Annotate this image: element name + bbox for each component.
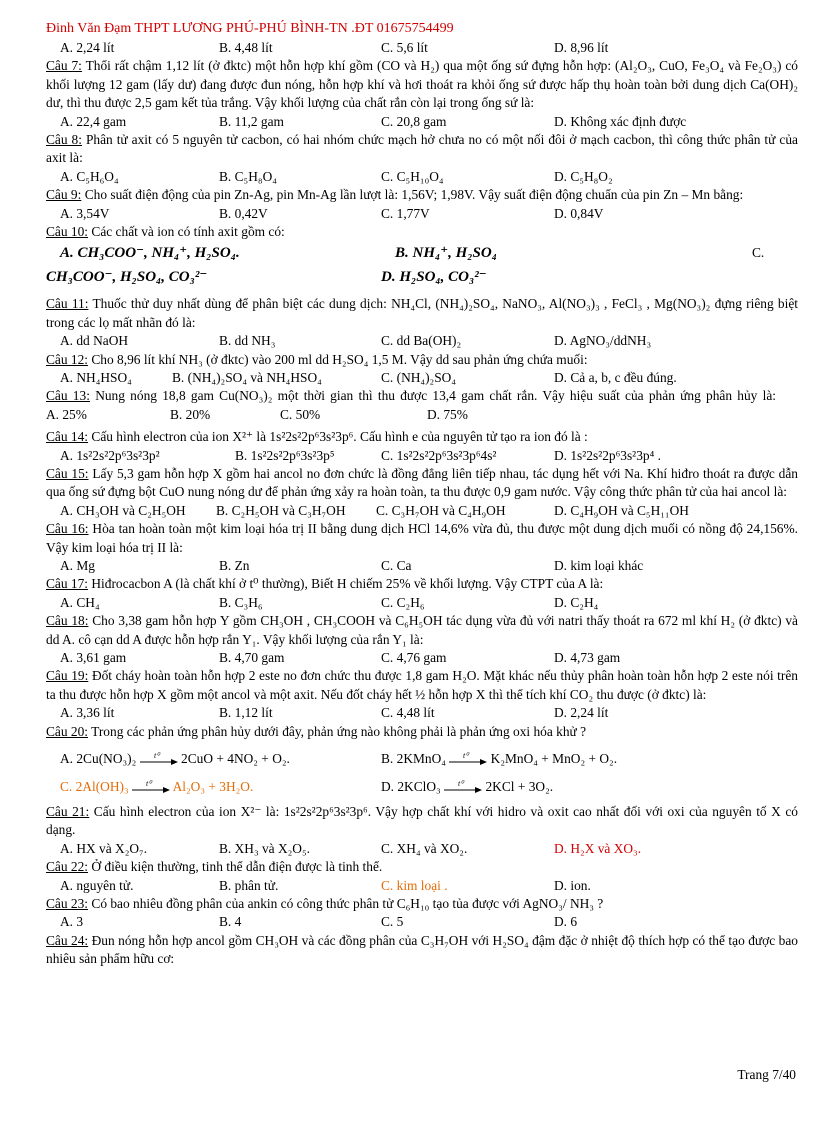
q7-number: Câu 7: <box>46 58 82 74</box>
q9-number: Câu 9: <box>46 187 82 203</box>
q17-stem: Hiđrocacbon A (là chất khí ở t⁰ thường), Biết H chiếm 25% về khối lượng. Vậy CTPT của A là: <box>91 576 604 592</box>
q13-opt-c: C. 50% <box>280 406 321 422</box>
q7-opt-b: B. 11,2 gam <box>219 113 284 129</box>
q6-opt-c: C. 5,6 lít <box>381 40 428 55</box>
q23-opt-b: B. 4 <box>219 914 242 930</box>
q19-number: Câu 19: <box>46 668 89 684</box>
q20-opt-a-rhs: 2CuO + 4NO₂ + O₂. <box>181 751 290 767</box>
q14-opt-d: D. 1s²2s²2p⁶3s²3p⁴ . <box>554 447 661 463</box>
q8-opt-b: B. C₅H₈O₄ <box>219 168 277 184</box>
arrow-label: t⁰ <box>153 752 160 761</box>
q6-opt-b: B. 4,48 lít <box>219 40 273 55</box>
q17-opt-d: D. C₂H₄ <box>554 594 599 610</box>
q13-opt-b: B. 20% <box>170 406 211 422</box>
q24-number: Câu 24: <box>46 932 89 948</box>
q7-stem: Thổi rất chậm 1,12 lít (ở đktc) một hỗn hợp khí gồm (CO và H₂) qua một ống sứ đựng hỗn hợp: (Al₂O₃, CuO, Fe₃O₄ và Fe₂O₃) có khối lượng 12 gam (lấy dư) đang được đun nóng, hỗn hợp khí và hơi thoát ra khỏi ống sứ được hấp thụ hoàn toàn bởi dung dịch Ca(OH)₂ dư, thì thu được 2,5 gam kết tủa trắng. Vậy khối lượng của chất rắn còn lại trong ống sứ là: <box>46 58 798 111</box>
reaction-arrow-icon <box>444 780 482 794</box>
reaction-arrow-icon <box>449 752 487 766</box>
q8-number: Câu 8: <box>46 132 82 147</box>
q13-opt-a: A. 25% <box>46 406 87 422</box>
q11-number: Câu 11: <box>46 296 89 312</box>
q20-text <box>46 723 798 741</box>
q13-number: Câu 13: <box>46 388 90 404</box>
q10-opt-b <box>395 241 752 265</box>
q24-text <box>46 932 798 969</box>
page-header: Đinh Văn Đạm THPT LƯƠNG PHÚ-PHÚ BÌNH-TN .ĐT 01675754499 <box>46 21 454 36</box>
q10-opt-a <box>46 241 395 265</box>
q7-opt-d: D. Không xác định được <box>554 113 687 129</box>
q23-opt-d: D. 6 <box>554 914 578 930</box>
q15-options <box>46 502 798 520</box>
q12-text <box>46 351 798 369</box>
arrow-label: t⁰ <box>458 780 464 789</box>
q22-options <box>46 877 798 895</box>
q23-text <box>46 895 798 913</box>
q20-opt-b-lhs: B. 2KMnO₄ <box>381 751 446 767</box>
q8-opt-c: C. C₅H₁₀O₄ <box>381 168 444 184</box>
q9-opt-d: D. 0,84V <box>554 205 604 221</box>
q22-opt-b: B. phân tử. <box>219 877 279 893</box>
q10-opt-a-text: A. CH₃COO⁻, NH₄⁺, H₂SO₄. <box>60 245 240 262</box>
q19-stem: Đốt cháy hoàn toàn hỗn hợp 2 este no đơn chức thu được 1,8 gam H₂O. Mặt khác nếu thủy phân hoàn toàn hỗn hợp 2 este nói trên ta thu được hỗn hợp X gồm một ancol và một axit. Nếu đốt cháy hết ½ hỗn hợp X thì thể tích khí CO₂ thu được (ở đktc) là: <box>46 668 798 702</box>
q14-opt-c: C. 1s²2s²2p⁶3s²3p⁶4s² <box>381 447 497 463</box>
q23-options <box>46 913 798 931</box>
q10-options-row1 <box>46 241 798 265</box>
q10-opt-b-text: B. NH₄⁺, H₂SO₄ <box>395 245 497 262</box>
q8-opt-a: A. C₅H₆O₄ <box>60 168 119 184</box>
q17-opt-c: C. C₂H₆ <box>381 594 425 610</box>
q20-number: Câu 20: <box>46 723 89 739</box>
q20-opt-c-lhs: C. 2Al(OH)₃ <box>60 779 129 795</box>
q14-opt-a: A. 1s²2s²2p⁶3s²3p² <box>60 447 160 463</box>
q14-stem: Cấu hình electron của ion X²⁺ là 1s²2s²2p⁶3s²3p⁶. Cấu hình e của nguyên tử tạo ra ion đó là : <box>91 429 588 445</box>
q20-opt-c-rhs: Al₂O₃ + 3H₂O. <box>172 779 254 795</box>
q12-options <box>46 369 798 387</box>
q18-opt-b: B. 4,70 gam <box>219 650 285 666</box>
q12-stem: Cho 8,96 lít khí NH₃ (ở đktc) vào 200 ml dd H₂SO₄ 1,5 M. Vậy dd sau phản ứng chứa muối: <box>88 351 588 367</box>
q11-opt-b: B. dd NH₃ <box>219 333 276 349</box>
q20-options-row1 <box>46 747 798 771</box>
q14-text <box>46 428 798 446</box>
q15-opt-d: D. C₄H₉OH và C₅H₁₁OH <box>554 502 689 518</box>
q9-options <box>46 205 798 223</box>
q20-opt-d-rhs: 2KCl + 3O₂. <box>485 779 554 795</box>
q21-stem: Cấu hình electron của ion X²⁻ là: 1s²2s²2p⁶3s²3p⁶. Vậy hợp chất khí với hidro và oxit cao nhất đối với oxi của nguyên tố X có dạng. <box>46 804 798 838</box>
q21-opt-a: A. HX và X₂O₇. <box>60 840 148 856</box>
q22-opt-c: C. kim loại . <box>381 877 448 893</box>
q24-stem: Đun nóng hỗn hợp ancol gồm CH₃OH và các đồng phân của C₃H₇OH với H₂SO₄ đậm đặc ở nhiệt độ thích hợp có thể tạo được bao nhiêu sản phẩm hữu cơ: <box>46 932 798 967</box>
q16-opt-d: D. kim loại khác <box>554 558 644 574</box>
q13-stem: Nung nóng 18,8 gam Cu(NO₃)₂ một thời gian thì thu được 13,4 gam chất rắn. Vậy hiệu suất của phản ứng phân hủy là: <box>95 388 777 404</box>
q16-options <box>46 557 798 575</box>
q19-opt-d: D. 2,24 lít <box>554 705 609 721</box>
q12-number: Câu 12: <box>46 351 89 367</box>
q18-options <box>46 649 798 667</box>
page-number: Trang 7/40 <box>737 1067 796 1082</box>
q15-opt-b: B. C₂H₅OH và C₃H₇OH <box>216 502 346 518</box>
q15-opt-a: A. CH₃OH và C₂H₅OH <box>60 502 186 518</box>
q14-number: Câu 14: <box>46 429 89 445</box>
q20-opt-d <box>381 775 553 799</box>
q18-text <box>46 612 798 649</box>
q15-stem: Lấy 5,3 gam hỗn hợp X gồm hai ancol no đơn chức là đồng đẳng liên tiếp nhau, tác dụng hết với Na. Khí hiđro thoát ra được dẫn qua ống sứ đựng bột CuO nung nóng dư để phản ứng xảy ra hoàn toàn, ta thu được 0,9 gam nước. Vậy công thức phân tử của hai ancol là: <box>46 466 798 500</box>
q12-opt-d: D. Cả a, b, c đều đúng. <box>554 370 677 386</box>
q22-text <box>46 858 798 876</box>
q23-number: Câu 23: <box>46 896 89 912</box>
q22-stem: Ở điều kiện thường, tinh thể dẫn điện được là tinh thể. <box>91 859 383 875</box>
q11-opt-a: A. dd NaOH <box>60 333 129 349</box>
q16-number: Câu 16: <box>46 521 89 537</box>
q14-options <box>46 447 798 465</box>
q22-number: Câu 22: <box>46 859 89 875</box>
q16-stem: Hòa tan hoàn toàn một kim loại hóa trị II bằng dung dịch HCl 14,6% vừa đủ, thu được một dung dịch muối có nồng độ 24,156%. Vậy kim loại hóa trị II là: <box>46 521 799 555</box>
q8-opt-d: D. C₅H₈O₂ <box>554 168 613 184</box>
q22-opt-d: D. ion. <box>554 877 591 893</box>
q22-opt-a: A. nguyên tử. <box>60 877 134 893</box>
q20-opt-d-lhs: D. 2KClO₃ <box>381 779 441 795</box>
q13-text <box>46 387 798 424</box>
q16-opt-b: B. Zn <box>219 558 250 574</box>
q9-text <box>46 186 798 204</box>
q16-opt-c: C. Ca <box>381 558 412 574</box>
q20-opt-c <box>46 775 381 799</box>
q11-opt-c: C. dd Ba(OH)₂ <box>381 333 462 349</box>
q7-opt-a: A. 22,4 gam <box>60 113 127 129</box>
q20-options-row2 <box>46 775 798 799</box>
q18-opt-a: A. 3,61 gam <box>60 650 127 666</box>
q21-opt-d: D. H₂X và XO₃. <box>554 840 642 856</box>
q20-opt-a-lhs: A. 2Cu(NO₃)₂ <box>60 751 137 767</box>
q10-stem: Các chất và ion có tính axit gồm có: <box>91 224 285 239</box>
q10-text <box>46 223 798 241</box>
q23-stem: Có bao nhiêu đồng phân của ankin có công thức phân tử C₆H₁₀ tạo tủa được với AgNO₃/ NH₃ ? <box>91 896 604 912</box>
q21-number: Câu 21: <box>46 804 90 820</box>
q20-opt-b <box>381 747 617 771</box>
q17-text <box>46 575 798 593</box>
reaction-arrow-icon <box>140 752 178 766</box>
q6-opt-d: D. 8,96 lít <box>554 40 609 55</box>
q17-opt-b: B. C₃H₆ <box>219 594 263 610</box>
q7-options <box>46 113 798 131</box>
q9-opt-a: A. 3,54V <box>60 205 110 221</box>
q7-text <box>46 57 798 112</box>
q21-text <box>46 803 798 840</box>
q20-opt-b-rhs: K₂MnO₄ + MnO₂ + O₂. <box>490 751 618 767</box>
q11-opt-d: D. AgNO₃/ddNH₃ <box>554 333 652 349</box>
document-page <box>46 0 798 969</box>
q8-options <box>46 168 798 186</box>
q8-text <box>46 131 798 168</box>
q10-number: Câu 10: <box>46 224 89 239</box>
q9-opt-b: B. 0,42V <box>219 205 268 221</box>
q10-opt-c-text: CH₃COO⁻, H₂SO₄, CO₃²⁻ <box>46 269 208 286</box>
q15-opt-c: C. C₃H₇OH và C₄H₉OH <box>376 502 506 518</box>
q21-opt-b: B. XH₃ và X₂O₅. <box>219 840 310 856</box>
q19-opt-b: B. 1,12 lít <box>219 705 273 721</box>
q6-opt-a: A. 2,24 lít <box>60 40 115 55</box>
q20-opt-a <box>46 747 381 771</box>
q21-options <box>46 840 798 858</box>
q11-text <box>46 295 798 332</box>
q14-opt-b: B. 1s²2s²2p⁶3s²3p⁵ <box>235 447 335 463</box>
q12-opt-a: A. NH₄HSO₄ <box>60 370 132 386</box>
q19-opt-a: A. 3,36 lít <box>60 705 115 721</box>
q10-options-row2 <box>46 265 798 289</box>
reaction-arrow-icon <box>132 780 170 794</box>
q8-stem: Phân tử axit có 5 nguyên tử cacbon, có hai nhóm chức mạch hở chưa no có một nối đôi ở mạch cacbon, thì công thức phân tử của axit là: <box>46 132 798 166</box>
q19-text <box>46 667 798 704</box>
q17-options <box>46 594 798 612</box>
q11-stem: Thuốc thử duy nhất dùng để phân biệt các dung dịch: NH₄Cl, (NH₄)₂SO₄, NaNO₃, Al(NO₃)₃ , FeCl₃ , Mg(NO₃)₂ đựng riêng biệt trong các lọ mất nhãn đó là: <box>46 296 799 330</box>
q19-options <box>46 704 798 722</box>
q18-stem: Cho 3,38 gam hỗn hợp Y gồm CH₃OH , CH₃COOH và C₆H₅OH tác dụng vừa đủ với natri thấy thoát ra 672 ml khí H₂ (ở đktc) và dd A. cô cạn dd A được hỗn hợp rắn Y₁. Vậy khối lượng của rắn Y₁ là: <box>46 613 798 647</box>
q12-opt-c: C. (NH₄)₂SO₄ <box>381 370 457 386</box>
arrow-label: t⁰ <box>146 780 152 789</box>
q9-stem: Cho suất điện động của pin Zn-Ag, pin Mn-Ag lần lượt là: 1,56V; 1,98V. Vậy suất điện động chuẩn của pin Zn – Mn bằng: <box>84 187 744 203</box>
q20-stem: Trong các phản ứng phân hủy dưới đây, phản ứng nào không phải là phản ứng oxi hóa khử ? <box>91 723 587 739</box>
q18-number: Câu 18: <box>46 613 89 629</box>
q16-opt-a: A. Mg <box>60 558 95 574</box>
arrow-label: t⁰ <box>463 752 469 761</box>
q23-opt-a: A. 3 <box>60 914 84 930</box>
q17-opt-a: A. CH₄ <box>60 594 100 610</box>
q6-options <box>46 39 798 57</box>
q15-number: Câu 15: <box>46 466 89 482</box>
q11-options <box>46 332 798 350</box>
q15-text <box>46 465 798 502</box>
q12-opt-b: B. (NH₄)₂SO₄ và NH₄HSO₄ <box>172 370 322 386</box>
q21-opt-c: C. XH₄ và XO₂. <box>381 840 468 856</box>
q18-opt-d: D. 4,73 gam <box>554 650 621 666</box>
q13-opt-d: D. 75% <box>427 406 468 422</box>
q19-opt-c: C. 4,48 lít <box>381 705 435 721</box>
q16-text <box>46 520 798 557</box>
q9-opt-c: C. 1,77V <box>381 205 430 221</box>
q23-opt-c: C. 5 <box>381 914 404 930</box>
q10-opt-c-label: C. <box>752 245 765 261</box>
q10-opt-d: D. H₂SO₄, CO₃²⁻ <box>381 269 487 286</box>
q17-number: Câu 17: <box>46 576 89 592</box>
q18-opt-c: C. 4,76 gam <box>381 650 447 666</box>
q7-opt-c: C. 20,8 gam <box>381 113 447 129</box>
